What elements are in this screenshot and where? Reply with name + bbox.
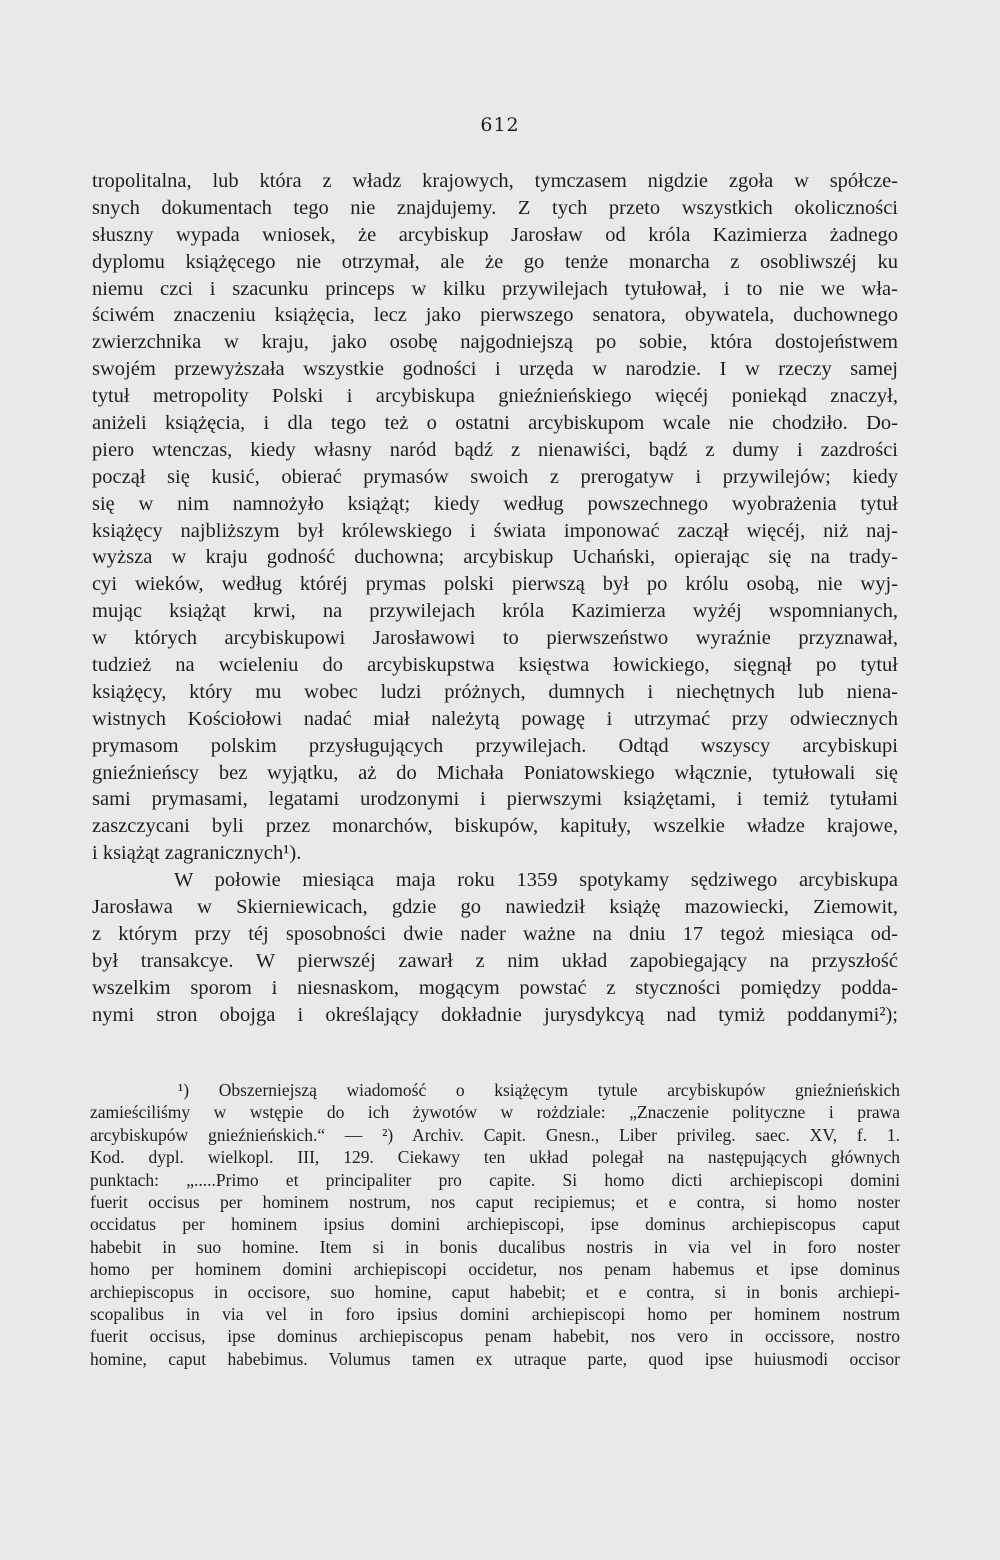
body-line: i książąt zagranicznych¹). [92,842,302,865]
body-line: wistnych Kościołowi nadać miał należytą powagę i utrzymać przy odwiecznych [92,707,898,730]
body-line: tytuł metropolity Polski i arcybiskupa gnieźnieńskiego więcéj poniekąd znaczył, [92,385,898,408]
body-line: wszelkim sporom i niesnaskom, mogącym powstać z styczności pomiędzy podda- [92,976,898,999]
body-line: w których arcybiskupowi Jarosławowi to pierwszeństwo wyraźnie przyznawał, [92,627,898,650]
body-line: niemu czci i szacunku princeps w kilku przywilejach tytułował, i to nie we wła- [92,277,898,300]
body-line: dyplomu książęcego nie otrzymał, ale że go tenże monarcha z osobliwszéj ku [92,250,898,273]
body-line: książęcy najbliższym był królewskiego i świata imponować zaczął więcéj, niż naj- [92,519,898,542]
footnote-line: fuerit occisus per hominem nostrum, nos caput recipiemus; et e contra, si homo noster [90,1191,900,1212]
footnote-line: habebit in suo homine. Item si in bonis ducalibus nostris in via vel in foro noster [90,1236,900,1257]
body-line: sami prymasami, legatami urodzonymi i pierwszymi książętami, i temiż tytułami [92,788,898,811]
body-line: swojém przewyższała wszystkie godności i urzęda w narodzie. I w rzeczy samej [92,358,898,381]
footnote-line: punktach: „.....Primo et principaliter pro capite. Si homo dicti archiepiscopi domini [90,1169,900,1190]
footnote-line: fuerit occisus, ipse dominus archiepiscopus penam habebit, nos vero in occissore, nostro [90,1326,900,1347]
page-number: 612 [480,114,520,136]
body-line: gnieźnieńscy bez wyjątku, aż do Michała Poniatowskiego włącznie, tytułowali się [92,761,898,784]
body-line: piero wtenczas, kiedy własny naród bądź z nienawiści, bądź z dumy i zazdrości [92,438,898,461]
body-line: nymi stron obojga i określający dokładnie jurysdykcyą nad tymiż poddanymi²); [92,1003,898,1026]
footnote-line: ¹) Obszerniejszą wiadomość o książęcym tytule arcybiskupów gnieźnieńskich [178,1080,900,1100]
body-line: snych dokumentach tego nie znajdujemy. Z tych przeto wszystkich okoliczności [92,196,898,219]
body-line: zwierzchnika w kraju, jako osobę najgodniejszą po sobie, która dostojeństwem [92,331,898,354]
body-line: ściwém znaczeniu książęcia, lecz jako pierwszego senatora, obywatela, duchownego [92,304,898,327]
footnote-line: archiepiscopus in occisore, suo homine, caput habebit; et e contra, si in bonis archiepi- [90,1281,900,1302]
body-line: tropolitalna, lub która z władz krajowych, tymczasem nigdzie zgoła w spółcze- [92,170,898,192]
footnote-line: occidatus per hominem ipsius domini archiepiscopi, ipse dominus archiepiscopus caput [90,1214,900,1235]
body-line: zaszczycani byli przez monarchów, biskupów, kapituły, wszelkie władze krajowe, [92,815,898,838]
footnote-line: arcybiskupów gnieźnieńskich.“ — ²) Archiv. Capit. Gnesn., Liber privileg. saec. XV, f. 1. [90,1124,900,1145]
body-line: z którym przy téj sposobności dwie nader ważne na dniu 17 tegoż miesiąca od- [92,922,898,945]
main-text [92,168,898,1029]
body-line: prymasom polskim przysługujących przywilejach. Odtąd wszyscy arcybiskupi [92,734,898,757]
footnotes [90,1079,900,1370]
footnote-line: homine, caput habebimus. Volumus tamen ex utraque parte, quod ipse huiusmodi occisor [90,1348,900,1369]
body-line: W połowie miesiąca maja roku 1359 spotykamy sędziwego arcybiskupa [174,869,898,892]
body-line: mując książąt krwi, na przywilejach króla Kazimierza wyżéj wspomnianych, [92,600,898,623]
body-line: cyi wieków, według któréj prymas polski pierwszą był po królu osobą, nie wyj- [92,573,898,596]
body-line: był transakcye. W pierwszéj zawarł z nim układ zapobiegający na przyszłość [92,949,898,972]
body-line: książęcy, który mu wobec ludzi próżnych, dumnych i niechętnych lub niena- [92,680,898,703]
footnote-line: zamieściliśmy w wstępie do ich żywotów w rożdziale: „Znaczenie polityczne i prawa [90,1102,900,1123]
body-line: Jarosława w Skierniewicach, gdzie go nawiedził książę mazowiecki, Ziemowit, [92,896,898,919]
body-line: aniżeli książęcia, i dla tego też o ostatni arcybiskupom wcale nie chodziło. Do- [92,412,898,435]
body-line: począł się kusić, obierać prymasów swoich z prerogatyw i przywilejów; kiedy [92,465,898,488]
body-line: się w nim namnożyło książąt; kiedy według powszechnego wyobrażenia tytuł [92,492,898,515]
footnote-line: Kod. dypl. wielkopl. III, 129. Ciekawy ten układ polegał na następujących głównych [90,1147,900,1168]
body-line: tudzież na wcieleniu do arcybiskupstwa księstwa łowickiego, sięgnął po tytuł [92,654,898,677]
body-line: słuszny wypada wniosek, że arcybiskup Jarosław od króla Kazimierza żadnego [92,223,898,246]
body-line: wyższa w kraju godność duchowna; arcybiskup Uchański, opierając się na trady- [92,546,898,569]
footnote-line: scopalibus in via vel in foro ipsius domini archiepiscopi homo per hominem nostrum [90,1303,900,1324]
footnote-line: homo per hominem domini archiepiscopi occidetur, nos penam habemus et ipse dominus [90,1259,900,1280]
